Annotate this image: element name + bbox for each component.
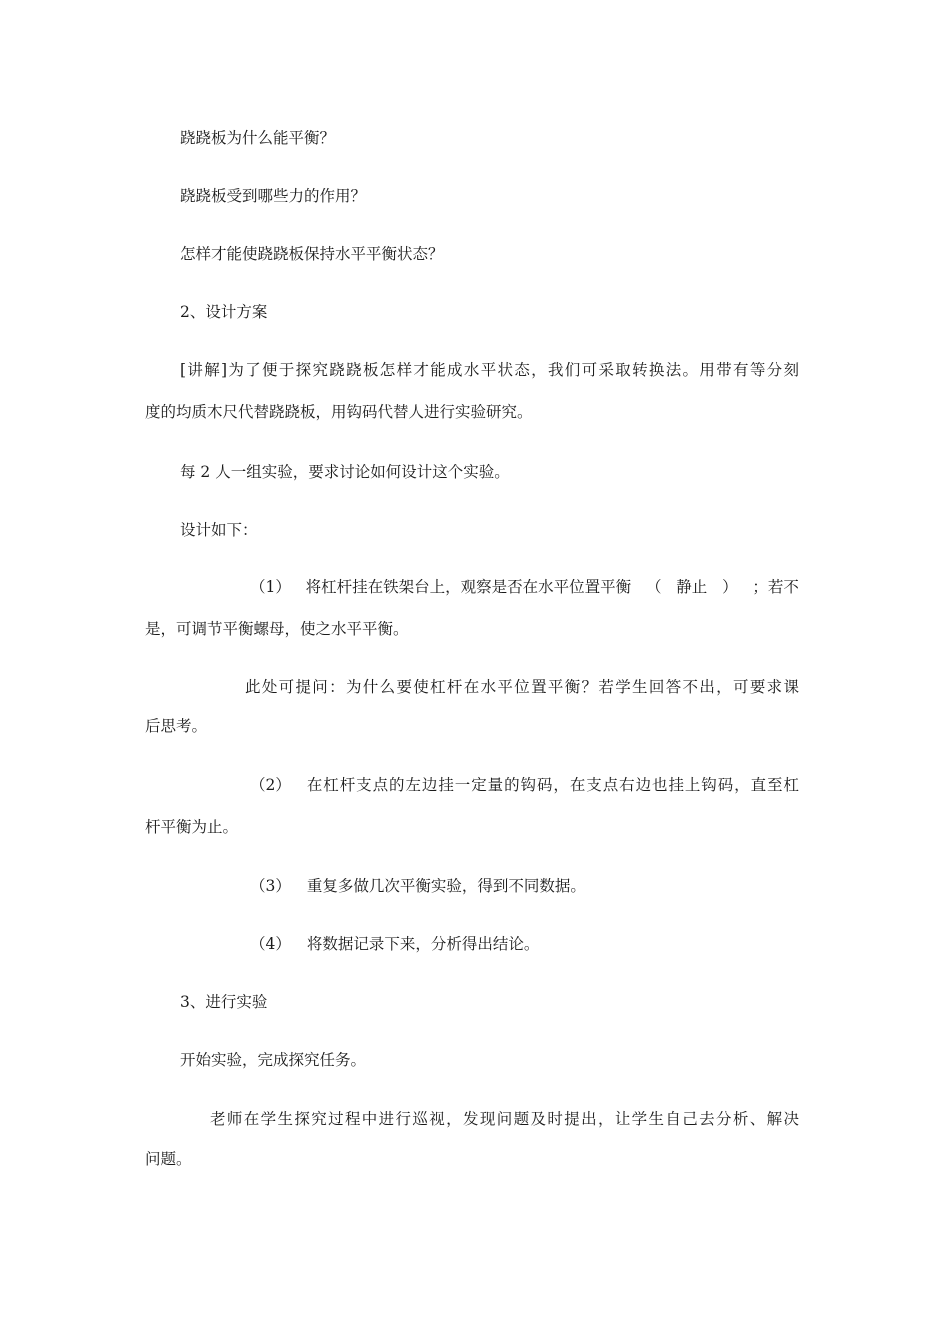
explain-line-1: [讲解]为了便于探究跷跷板怎样才能成水平状态，我们可采取转换法。用带有等分刻 [180, 361, 799, 379]
step-4-number: （4） [250, 935, 291, 953]
section-heading-experiment: 3、进行实验 [180, 993, 268, 1011]
step-1-text-a: 将杠杆挂在铁架台上，观察是否在水平位置平衡 [305, 578, 632, 596]
step-1-line-1 [250, 577, 799, 597]
group-instruction: 每 2 人一组实验，要求讨论如何设计这个实验。 [180, 463, 510, 481]
question-horizontal: 怎样才能使跷跷板保持水平平衡状态？ [180, 245, 444, 263]
step-1-number: （1） [250, 578, 291, 596]
step-3-line [250, 876, 586, 896]
start-experiment: 开始实验，完成探究任务。 [180, 1051, 367, 1069]
step-2-number: （2） [250, 776, 291, 794]
step-3-text: 重复多做几次平衡实验，得到不同数据。 [306, 877, 586, 895]
step-3-number: （3） [250, 877, 291, 895]
step-1-text-e: ；若不 [752, 578, 799, 596]
section-heading-design: 2、设计方案 [180, 303, 268, 321]
step-2-text: 在杠杆支点的左边挂一定量的钩码，在支点右边也挂上钩码，直至杠 [306, 776, 799, 794]
teacher-line-2: 问题。 [145, 1150, 192, 1168]
design-intro: 设计如下： [180, 521, 258, 539]
step-4-line [250, 934, 539, 954]
ask-line-1: 此处可提问：为什么要使杠杆在水平位置平衡？若学生回答不出，可要求课 [245, 678, 799, 696]
step-1-paren-close: ） [722, 578, 738, 596]
step-4-text: 将数据记录下来，分析得出结论。 [306, 935, 540, 953]
ask-line-2: 后思考。 [145, 717, 208, 735]
step-1-line-2: 是，可调节平衡螺母，使之水平平衡。 [145, 620, 409, 638]
step-1-still: 静止 [676, 578, 708, 596]
step-2-line-2: 杆平衡为止。 [145, 818, 239, 836]
question-forces: 跷跷板受到哪些力的作用？ [180, 187, 367, 205]
question-balance: 跷跷板为什么能平衡？ [180, 129, 336, 147]
explain-line-2: 度的均质木尺代替跷跷板，用钩码代替人进行实验研究。 [145, 403, 533, 421]
teacher-line-1: 老师在学生探究过程中进行巡视，发现问题及时提出，让学生自己去分析、解决 [210, 1110, 799, 1128]
step-2-line-1 [250, 775, 799, 795]
step-1-paren-open: （ [645, 578, 662, 596]
